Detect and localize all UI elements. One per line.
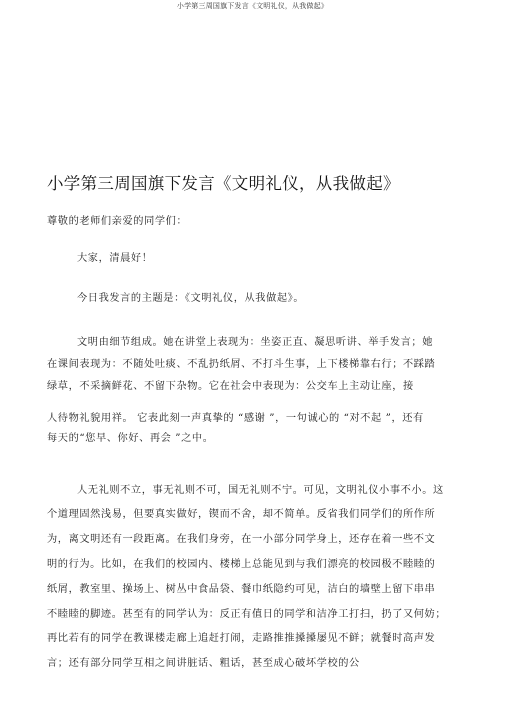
paragraph-1-line: 文明由细节组成。她在讲堂上表现为：坐姿正直、凝思听讲、举手发言；她	[77, 337, 433, 348]
paragraph-2-line: 为，离文明还有一段距离。在我们身旁，在一小部分同学身上，还存在着一些不文	[47, 534, 436, 545]
paragraph-1-line: 在课间表现为：不随处吐痰、不乱扔纸屑、不打斗生事，上下楼梯靠右行；不踩踏	[47, 359, 436, 370]
paragraph-2-line: 明的行为。比如，在我们的校园内、楼梯上总能见到与我们漂亮的校园极不睦睦的	[47, 559, 436, 570]
paragraph-1-line: 每天的“您早、你好、再会 ”之中。	[47, 433, 214, 444]
paragraph-2-line: 言；还有部分同学互相之间讲脏话、粗话，甚至成心破坏学校的公	[47, 658, 360, 669]
paragraph-1-line: 人待物礼貌用祥。 它表此刻一声真挚的 “感谢 ”，一句诚心的 “对不起 ”，还有	[47, 413, 424, 424]
paragraph-1-line: 绿草，不采摘鲜花、不留下杂物。它在社会中表现为：公交车上主动让座，接	[47, 381, 414, 392]
paragraph-2-line: 纸屑，教室里、操场上、树丛中食品袋、餐巾纸隐约可见，洁白的墙壁上留下串串	[47, 584, 436, 595]
page-header: 小学第三周国旗下发言《文明礼仪，从我做起》	[176, 2, 329, 10]
paragraph-2-line: 个道理固然浅易，但要真实做好，锲而不舍，却不简单。反省我们同学们的所作所	[47, 509, 436, 520]
paragraph-2-line: 再比若有的同学在教课楼走廊上追赶打闹，走路推推搡搡屡见不鲜；就餐时高声发	[47, 633, 436, 644]
paragraph-2-line: 不睦睦的脚迹。甚至有的同学认为：反正有值日的同学和洁净工打扫，扔了又何妨；	[47, 609, 447, 620]
paragraph-2-line: 人无礼则不立，事无礼则不可，国无礼则不宁。可见，文明礼仪小事不小。这	[77, 485, 444, 496]
salutation: 尊敬的老师们亲爱的同学们：	[47, 216, 188, 227]
document-title: 小学第三周国旗下发言《文明礼仪，从我做起》	[47, 174, 400, 193]
topic-line: 今日我发言的主题是：《文明礼仪，从我做起》。	[77, 293, 305, 304]
greeting: 大家，清晨好！	[77, 253, 153, 264]
